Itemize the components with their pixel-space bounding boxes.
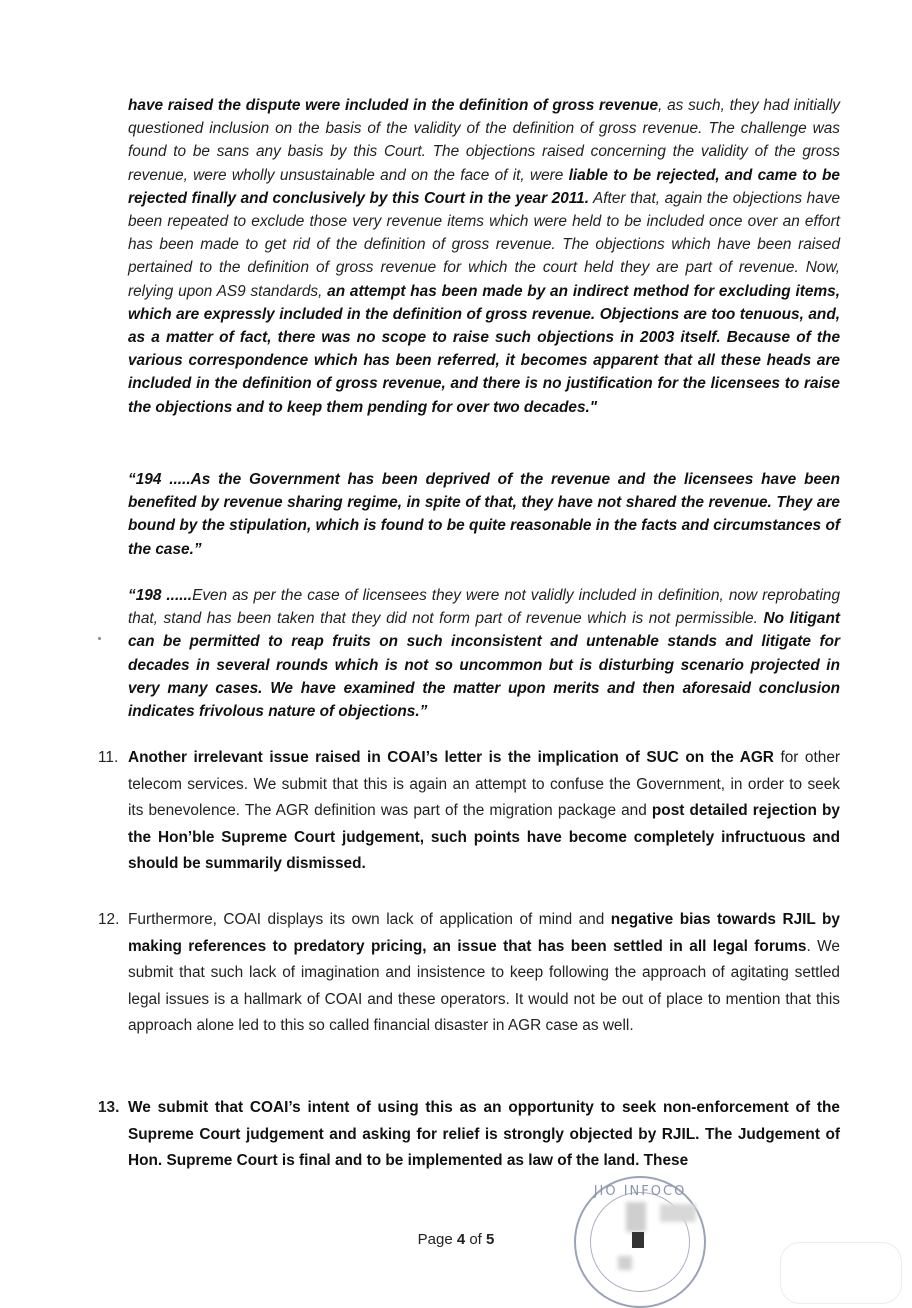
- paragraph-number: 11.: [98, 749, 119, 766]
- quote-text-2: After that, again the objections have been repeated to exclude those very revenue items which were held to be included once over an effort has been made to get rid of the definition of gross revenue. The objections which have been raised pertained to the definition of gross revenue for which the court held they are part of revenue. Now, relying upon AS9 standards,: [128, 189, 841, 300]
- paragraph-number: 12.: [98, 911, 120, 928]
- footer-prefix: Page: [417, 1231, 457, 1248]
- para12-bold-1: negative bias towards RJIL by making references to predatory pricing, an issue that has been settled in all legal forums: [128, 911, 840, 955]
- page-corner-overlay: [780, 1242, 902, 1304]
- para13-bold-1: We submit that COAI’s intent of using this as an opportunity to seek non-enforcement of the Supreme Court judgement and asking for relief is strongly objected by RJIL. The Judgement of Hon. Supreme Court is final and to be implemented as law of the land. These: [128, 1099, 840, 1170]
- page-footer: [0, 1231, 912, 1248]
- para12-text-1: Furthermore, COAI displays its own lack of application of mind and: [128, 911, 611, 928]
- paragraph-body: [128, 745, 840, 878]
- quote-bold-3: an attempt has been made by an indirect method for excluding items, which are expressly included in the definition of gross revenue. Objections are too tenuous, and, as a matter of fact, there was no scope to raise such objections in 2003 itself. Because of the various correspondence which has been referred, it becomes apparent that all these heads are included in the definition of gross revenue, and there is no justification for the licensees to raise the objections and to keep them pending for over two decades.": [128, 282, 840, 416]
- quote-bold-1: have raised the dispute were included in the definition of gross revenue: [128, 97, 659, 114]
- quote-text-1: , as such, they had initially questioned inclusion on the basis of the validity of the definition of gross revenue. The challenge was found to be sans any basis by this Court. The objections raised concerning the validity of the gross revenue, were wholly unsustainable and on the face of it, were: [128, 97, 840, 184]
- footer-current-page: 4: [456, 1231, 466, 1248]
- paragraph-body: [128, 1095, 840, 1175]
- paragraph-13: [98, 1095, 840, 1175]
- quote-bold-2: liable to be rejected, and came to be rejected finally and conclusively by this Court in the year 2011.: [128, 166, 840, 207]
- quote-block-198: [128, 584, 840, 723]
- quote-block-gross-revenue: [128, 94, 840, 419]
- redacted-signature: [626, 1202, 646, 1232]
- paragraph-number: 13.: [98, 1099, 120, 1116]
- paragraph-body: [128, 907, 840, 1040]
- redacted-signature: [618, 1256, 632, 1270]
- redacted-signature: [660, 1204, 696, 1222]
- quote-198-plain: Even as per the case of licensees they were not validly included in definition, now reprobating that, stand has been taken that they did not form part of revenue which is not permissible.: [128, 587, 840, 628]
- stamp-text: JIO INFOCO: [593, 1184, 687, 1199]
- para11-bold-2: post detailed rejection by the Hon’ble Supreme Court judgement, such points have become completely infructuous and should be summarily dismissed.: [128, 802, 840, 873]
- para11-text-1: for other telecom services. We submit that this is again an attempt to confuse the Government, in order to seek its benevolence. The AGR definition was part of the migration package and: [128, 749, 841, 820]
- paragraph-11: [98, 745, 840, 878]
- footer-total-pages: 5: [486, 1231, 495, 1248]
- para11-bold-1: Another irrelevant issue raised in COAI’s letter is the implication of SUC on the AGR: [128, 749, 774, 766]
- quote-198-bold: No litigant can be permitted to reap fruits on such inconsistent and untenable stands and litigate for decades in several rounds which is not so uncommon but is disturbing scenario projected in very many cases. We have examined the matter upon merits and then aforesaid conclusion indicates frivolous nature of objections.”: [128, 610, 840, 721]
- paragraph-12: [98, 907, 840, 1040]
- scan-speck: [98, 637, 101, 640]
- footer-of: of: [465, 1231, 487, 1248]
- para12-text-2: . We submit that such lack of imagination and insistence to keep following the approach of agitating settled legal issues is a hallmark of COAI and these operators. It would not be out of place to mention that this approach alone led to this so called financial disaster in AGR case as well.: [128, 937, 840, 1035]
- quote-194-text: “194 .....As the Government has been deprived of the revenue and the licensees have been benefited by revenue sharing regime, in spite of that, they have not shared the revenue. They are bound by the stipulation, which is found to be quite reasonable in the facts and circumstances of the case.”: [128, 471, 840, 558]
- quote-block-194: [128, 468, 840, 561]
- redacted-mark: [632, 1232, 644, 1248]
- quote-198-lead: “198 ......: [128, 587, 193, 604]
